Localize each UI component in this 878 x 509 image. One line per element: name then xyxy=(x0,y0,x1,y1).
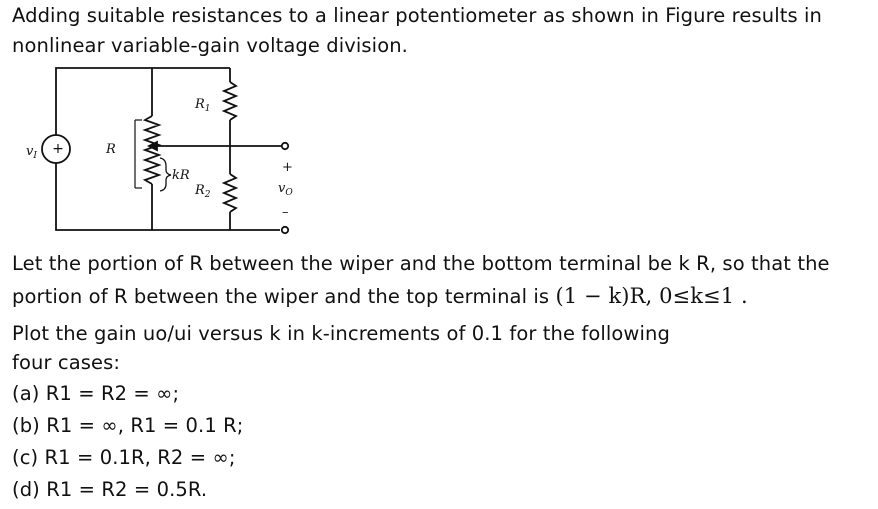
case-d: (d) R1 = R2 = 0.5R. xyxy=(12,478,208,501)
case-a: (a) R1 = R2 = ∞; xyxy=(12,382,180,405)
output-top-terminal xyxy=(282,143,288,149)
pot-r-label: R xyxy=(106,142,116,157)
output-plus-sign: + xyxy=(282,160,293,175)
r1-label: $R_1$ xyxy=(195,97,211,114)
k-range-expression: (1 − k)R, 0≤k≤1 . xyxy=(555,284,748,308)
source-voltage-label: $v_I$ xyxy=(26,144,37,161)
case-c: (c) R1 = 0.1R, R2 = ∞; xyxy=(12,446,236,469)
body-line-1: Let the portion of R between the wiper and the bottom terminal be k R, so that the xyxy=(12,252,830,275)
output-voltage-label: $v_O$ xyxy=(278,181,293,198)
r2-label: $R_2$ xyxy=(195,183,211,200)
source-top-wire xyxy=(56,68,152,135)
output-minus-sign: – xyxy=(282,205,289,220)
body-line-3: Plot the gain uo/ui versus k in k-increments of 0.1 for the following xyxy=(12,322,670,345)
source-bottom-wire xyxy=(56,163,152,230)
potentiometer-circuit-figure xyxy=(0,62,320,240)
intro-line-2: nonlinear variable-gain voltage division. xyxy=(12,34,408,57)
case-b: (b) R1 = ∞, R1 = 0.1 R; xyxy=(12,414,244,437)
output-bottom-terminal xyxy=(282,227,288,233)
body-line-4: four cases: xyxy=(12,351,121,374)
r2-resistor-zigzag xyxy=(224,174,236,212)
kr-brace xyxy=(160,158,171,191)
source-plus-sign: + xyxy=(52,141,64,157)
intro-line-1: Adding suitable resistances to a linear potentiometer as shown in Figure results in xyxy=(12,4,822,27)
r1-resistor-zigzag xyxy=(224,82,236,120)
body-line-2 xyxy=(12,284,748,308)
body-line-2-text: portion of R between the wiper and the top terminal is xyxy=(12,285,550,308)
kr-label: kR xyxy=(172,168,190,183)
